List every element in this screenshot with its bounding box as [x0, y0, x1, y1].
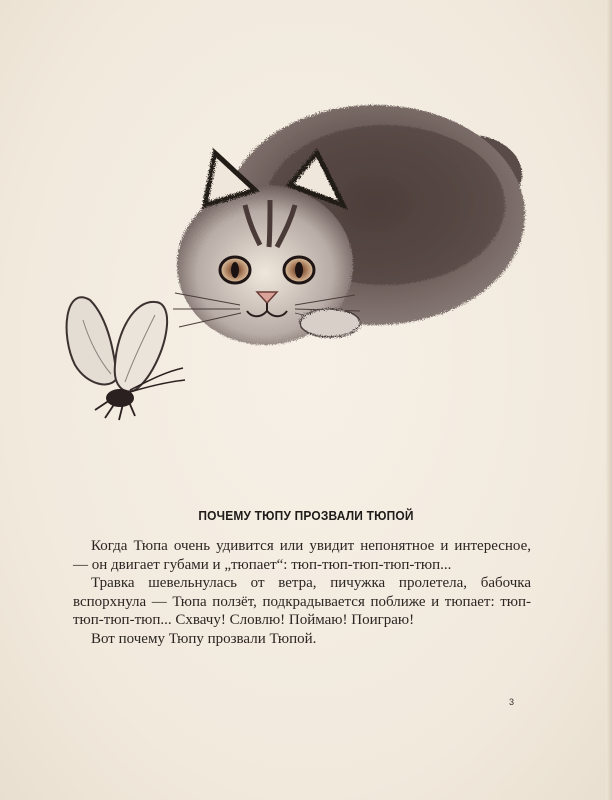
- story-text: [73, 537, 531, 648]
- paragraph-2: Травка шевельнулась от ветра, пичужка пролетела, бабочка вспорхнула — Тюпа ползёт, подкрадывается поближе и тюпает: тюп-тюп-тюп-тюп... Схвачу! Словлю! Поймаю! Поиграю!: [73, 575, 531, 628]
- page-number: 3: [509, 697, 515, 707]
- butterfly-icon: [67, 297, 185, 420]
- illustration: [55, 95, 535, 440]
- page-title: ПОЧЕМУ ТЮПУ ПРОЗВАЛИ ТЮПОЙ: [198, 508, 414, 523]
- page-edge: [606, 0, 612, 800]
- kitten-icon: [173, 105, 525, 345]
- paragraph-3: Вот почему Тюпу прозвали Тюпой.: [91, 630, 317, 647]
- paragraph-1: Когда Тюпа очень удивится или увидит непонятное и интересное, — он двигает губами и „тюпает“: тюп-тюп-тюп-тюп-тюп...: [73, 538, 531, 573]
